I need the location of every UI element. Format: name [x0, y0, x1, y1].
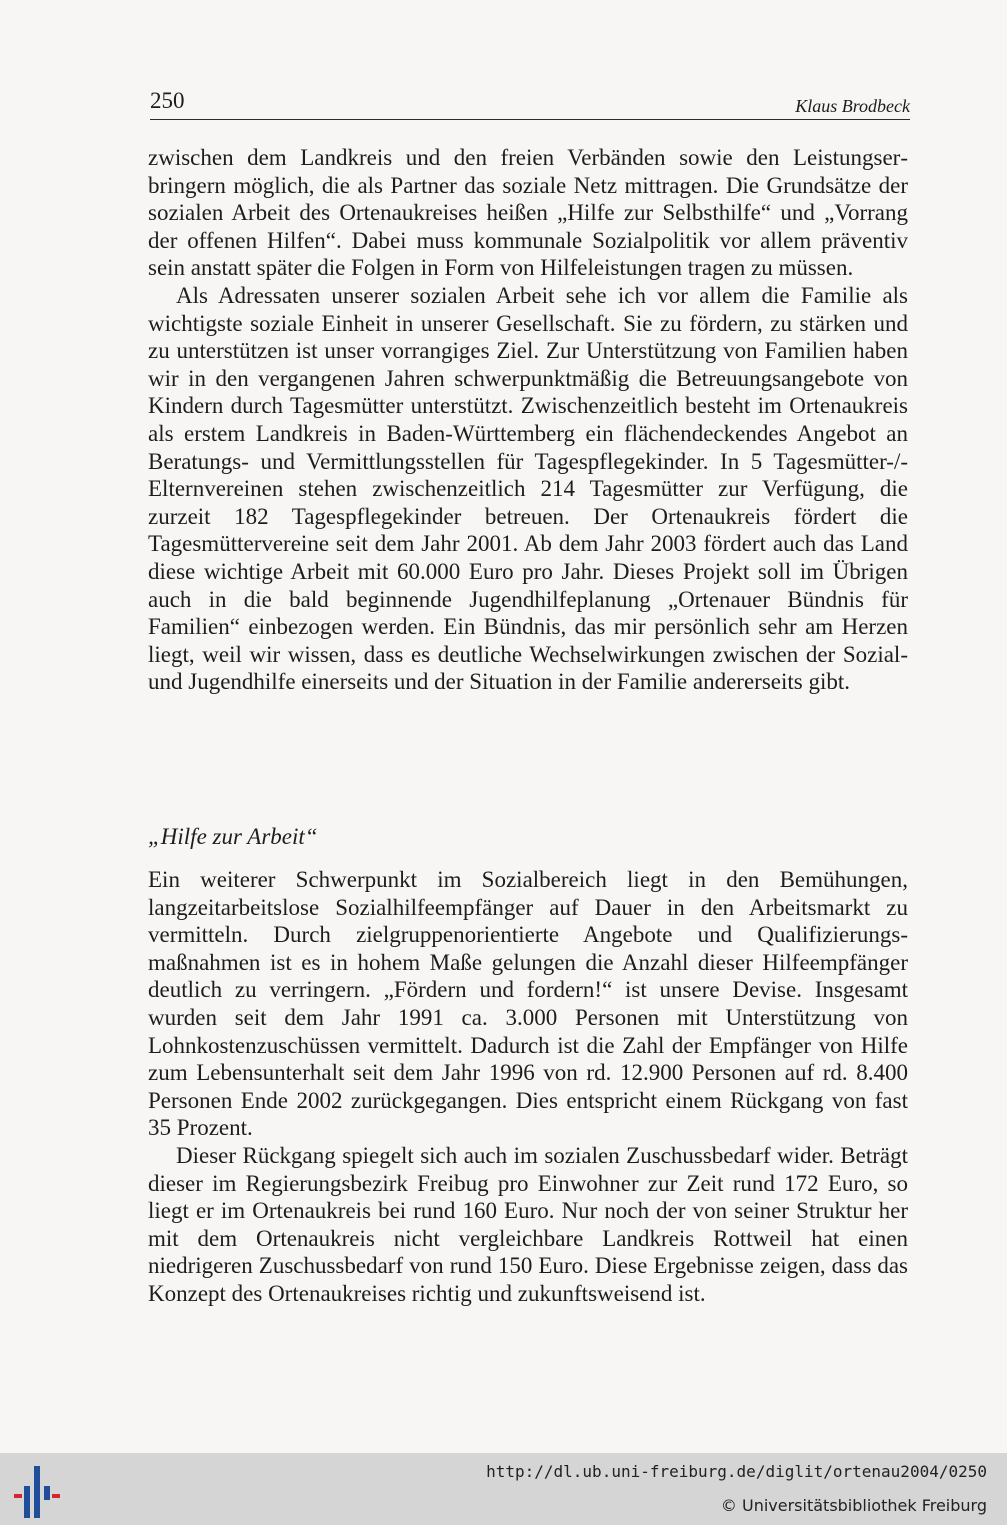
running-head-author: Klaus Brodbeck	[795, 96, 910, 116]
section-heading: „Hilfe zur Arbeit“	[148, 824, 318, 849]
header-rule	[150, 119, 910, 120]
body-section-1	[148, 144, 908, 696]
copyright-notice: © Universitätsbibliothek Freiburg	[720, 1496, 987, 1515]
body-section-2	[148, 866, 908, 1308]
page-number: 250	[150, 88, 185, 113]
paragraph: zwischen dem Landkreis und den freien Verbänden sowie den Leistungserbringern möglich, die als Partner das soziale Netz mittragen. Die Grundsätze der sozialen Arbeit des Ortenaukreises heißen „Hilfe zur Selbsthilfe“ und „Vorrang der offenen Hilfen“. Dabei muss kommunale Sozialpolitik vor allem präventiv sein anstatt später die Folgen in Form von Hilfeleistungen tragen zu müssen.	[148, 145, 908, 281]
paragraph: Ein weiterer Schwerpunkt im Sozialbereich liegt in den Bemühungen, langzeitarbeitslose Sozialhilfeempfänger auf Dauer in den Arbeitsmarkt zu vermitteln. Durch zielgruppenorientierte Angebote und Qualifizierungsmaßnahmen ist es in hohem Maße gelungen die Anzahl dieser Hilfeempfänger deutlich zu verringern. „Fördern und fordern!“ ist unsere Devise. Insgesamt wurden seit dem Jahr 1991 ca. 3.000 Personen mit Unterstützung von Lohnkostenzuschüssen vermittelt. Dadurch ist die Zahl der Empfänger von Hilfe zum Lebensunterhalt seit dem Jahr 1996 von rd. 12.900 Personen auf rd. 8.400 Personen Ende 2002 zurückgegangen. Dies entspricht einem Rückgang von fast 35 Prozent.	[148, 867, 908, 1141]
ub-freiburg-logo-icon[interactable]	[12, 1464, 64, 1520]
paragraph: Dieser Rückgang spiegelt sich auch im sozialen Zuschussbedarf wider. Beträgt dieser im Regierungsbezirk Freibug pro Einwohner zur Zeit rund 172 Euro, so liegt er im Ortenaukreis bei rund 160 Euro. Nur noch der von seiner Struktur her mit dem Ortenaukreis nicht vergleichbare Landkreis Rottweil hat einen niedrigeren Zuschussbedarf von rund 150 Euro. Diese Ergebnisse zeigen, dass das Konzept des Ortenaukreises richtig und zukunftsweisend ist.	[148, 1142, 908, 1306]
paragraph: Als Adressaten unserer sozialen Arbeit sehe ich vor allem die Familie als wichtigste soziale Einheit in unserer Gesellschaft. Sie zu fördern, zu stärken und zu unterstützen ist unser vorrangiges Ziel. Zur Unterstützung von Familien haben wir in den vergangenen Jahren schwerpunktmäßig die Betreuungsangebote von Kindern durch Tagesmütter unterstützt. Zwischenzeitlich besteht im Ortenaukreis als erstem Landkreis in Baden-Württemberg ein flächendeckendes Angebot an Beratungs- und Vermittlungsstellen für Tagespflegekinder. In 5 Tagesmütter-/-Elternvereinen stehen zwischenzeitlich 214 Tagesmütter zur Verfügung, die zurzeit 182 Tagespflegekinder betreuen. Der Ortenaukreis fördert die Tagesmüttervereine seit dem Jahr 2001. Ab dem Jahr 2003 fördert auch das Land diese wichtige Arbeit mit 60.000 Euro pro Jahr. Dieses Projekt soll im Übrigen auch in die bald beginnende Jugendhilfeplanung „Ortenauer Bündnis für Familien“ einbezogen werden. Ein Bündnis, das mir persönlich sehr am Herzen liegt, weil wir wissen, dass es deutliche Wechselwirkungen zwischen der Sozial- und Jugendhilfe einerseits und der Situation in der Familie andererseits gibt.	[148, 282, 908, 695]
permalink-url[interactable]: http://dl.ub.uni-freiburg.de/diglit/ortenau2004/0250	[486, 1462, 987, 1481]
